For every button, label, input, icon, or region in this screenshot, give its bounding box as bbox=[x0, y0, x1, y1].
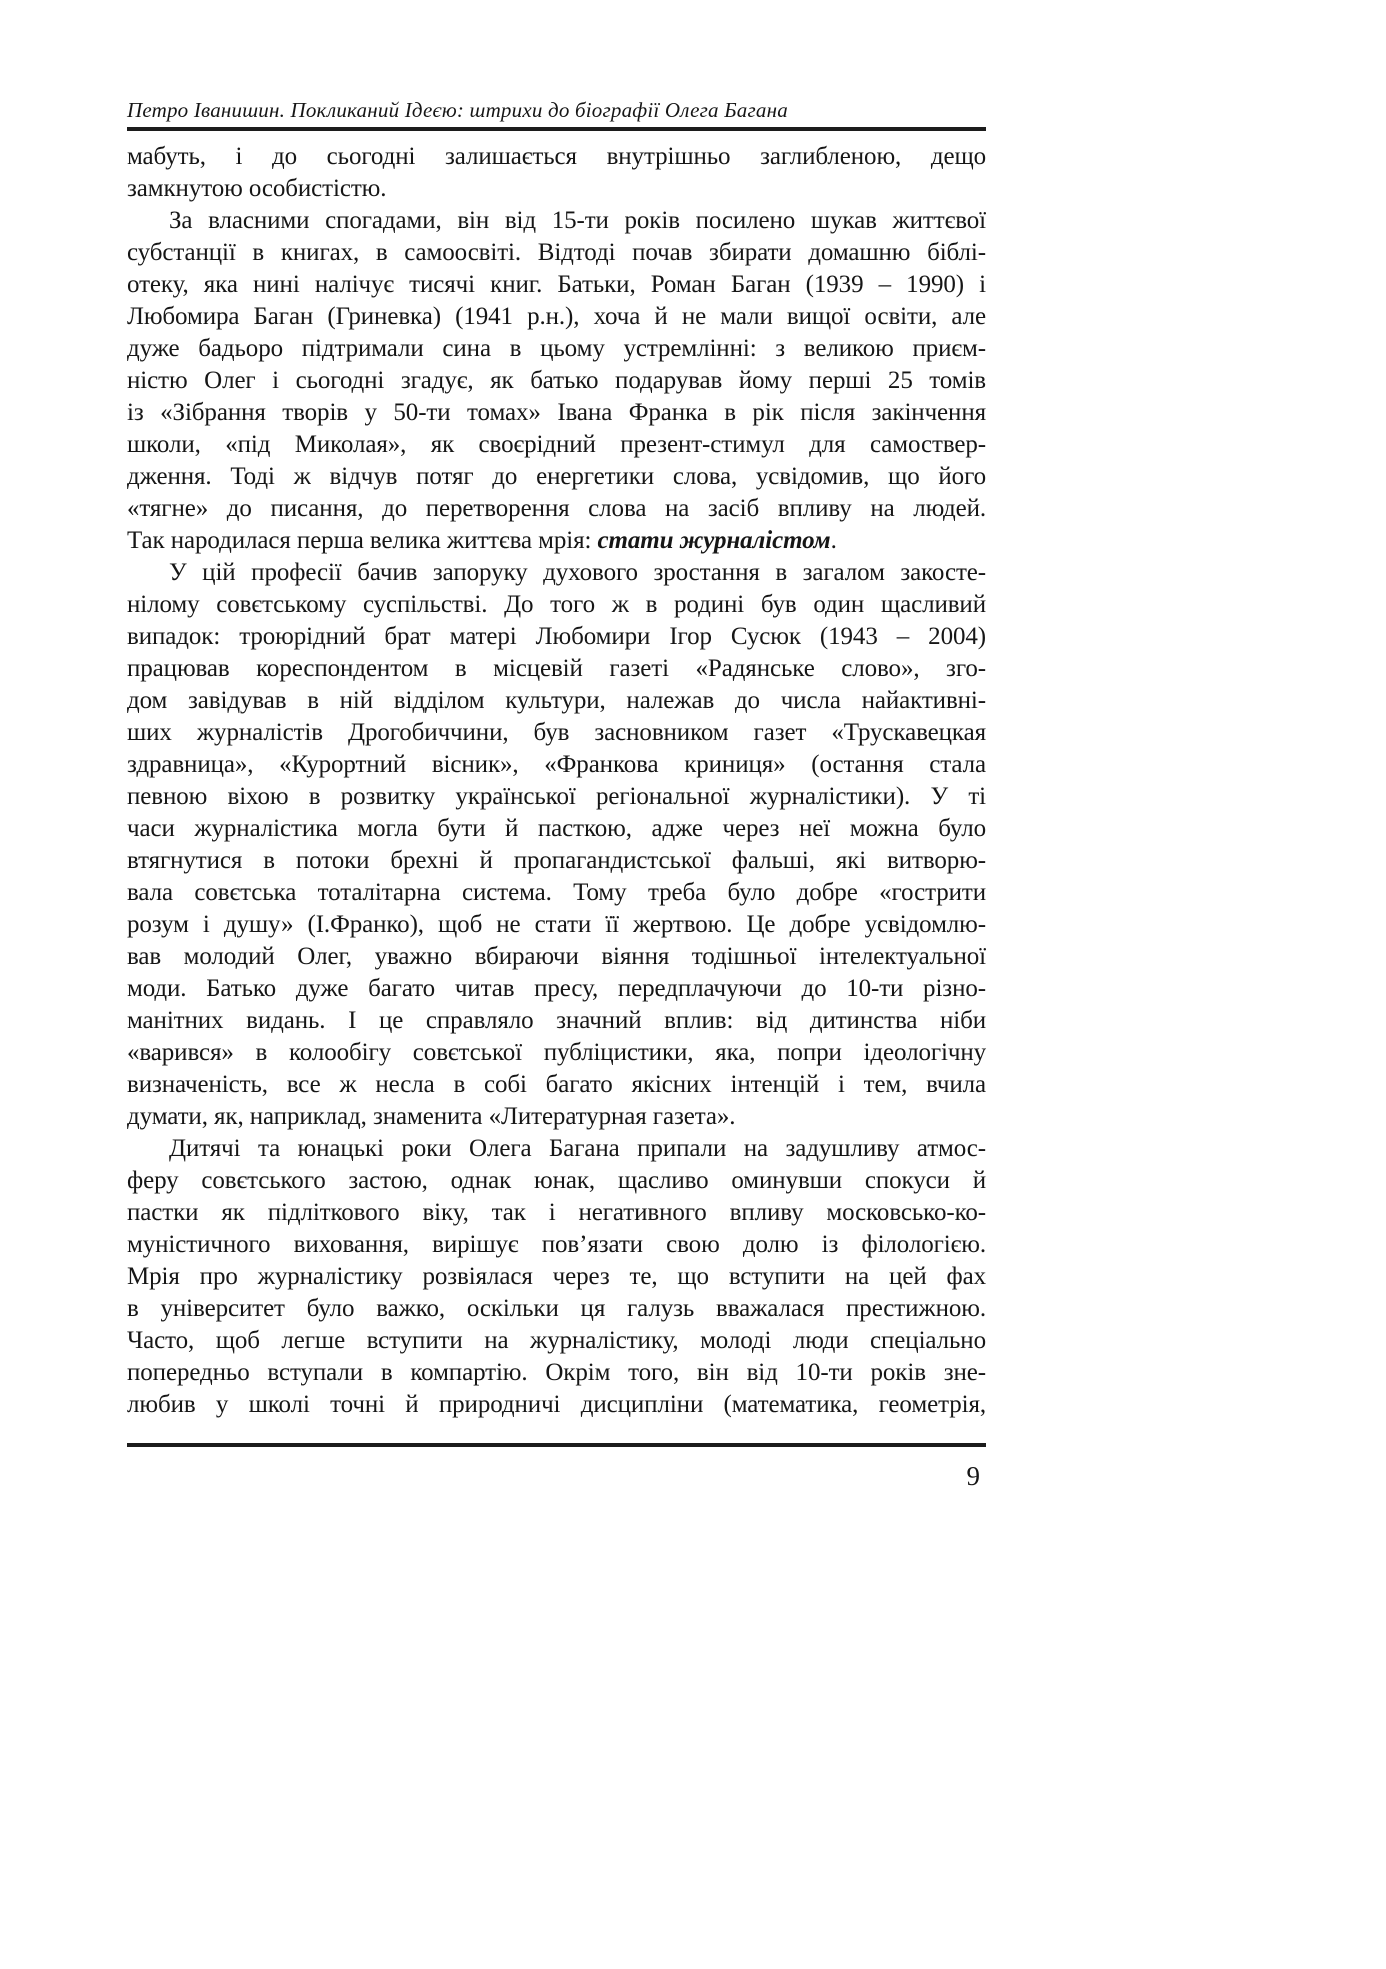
text-line bbox=[127, 269, 986, 301]
text-run: У цій професії бачив запоруку духового зростання в загалом закосте- bbox=[169, 559, 986, 586]
text-run: муністичного виховання, вирішує пов’язати свою долю із філологією. bbox=[127, 1231, 986, 1258]
paragraph bbox=[127, 205, 986, 557]
text-line bbox=[127, 1389, 986, 1421]
text-line bbox=[127, 493, 986, 525]
text-run: ших журналістів Дрогобиччини, був засновником газет «Трускавецкая bbox=[127, 719, 986, 746]
text-run: мабуть, і до сьогодні залишається внутрішньо заглибленою, дещо bbox=[127, 143, 986, 170]
text-line bbox=[127, 1293, 986, 1325]
text-line bbox=[127, 1229, 986, 1261]
page-number: 9 bbox=[966, 1461, 980, 1491]
text-run: ністю Олег і сьогодні згадує, як батько подарував йому перші 25 томів bbox=[127, 367, 986, 394]
text-run: моди. Батько дуже багато читав пресу, передплачуючи до 10-ти різно- bbox=[127, 975, 986, 1002]
text-line bbox=[127, 1101, 986, 1133]
emphasis-phrase: стати журналістом bbox=[597, 527, 831, 554]
text-run: вала совєтська тоталітарна система. Тому треба було добре «гострити bbox=[127, 879, 986, 906]
text-run: визначеність, все ж несла в собі багато якісних інтенцій і тем, вчила bbox=[127, 1071, 986, 1098]
text-line bbox=[127, 717, 986, 749]
text-run: із «Зібрання творів у 50-ти томах» Івана Франка в рік після закінчення bbox=[127, 399, 986, 426]
text-run: розум і душу» (І.Франко), щоб не стати її жертвою. Це добре усвідомлю- bbox=[127, 911, 986, 938]
text-line bbox=[127, 461, 986, 493]
text-run: часи журналістика могла бути й пасткою, адже через неї можна було bbox=[127, 815, 986, 842]
text-run: манітних видань. І це справляло значний вплив: від дитинства ніби bbox=[127, 1007, 986, 1034]
text-run: Дитячі та юнацькі роки Олега Багана припали на задушливу атмос- bbox=[169, 1135, 986, 1162]
text-run: Мрія про журналістику розвіялася через те, що вступити на цей фах bbox=[127, 1263, 986, 1290]
text-run: «варився» в колообігу совєтської публіцистики, яка, попри ідеологічну bbox=[127, 1039, 986, 1066]
text-run: замкнутою особистістю. bbox=[127, 175, 387, 202]
text-line bbox=[127, 1165, 986, 1197]
paragraph bbox=[127, 141, 986, 205]
paragraph bbox=[127, 1133, 986, 1421]
text-line bbox=[127, 589, 986, 621]
text-line bbox=[127, 1357, 986, 1389]
text-run: школи, «під Миколая», як своєрідний презент-стимул для самоствер- bbox=[127, 431, 986, 458]
text-run: певною віхою в розвитку української регіональної журналістики). У ті bbox=[127, 783, 986, 810]
header-rule bbox=[127, 127, 986, 131]
text-line bbox=[127, 1069, 986, 1101]
text-run: нілому совєтському суспільстві. До того ж в родині був один щасливий bbox=[127, 591, 986, 618]
text-line bbox=[127, 205, 986, 237]
text-line bbox=[127, 525, 986, 557]
text-run: любив у школі точні й природничі дисципліни (математика, геометрія, bbox=[127, 1391, 986, 1418]
text-line bbox=[127, 877, 986, 909]
text-run: Так народилася перша велика життєва мрія: bbox=[127, 527, 598, 554]
text-run: здравница», «Курортний вісник», «Франкова криниця» (остання стала bbox=[127, 751, 986, 778]
text-run: субстанції в книгах, в самоосвіті. Відтоді почав збирати домашню біблі- bbox=[127, 239, 986, 266]
page-body bbox=[127, 141, 986, 1421]
text-line bbox=[127, 941, 986, 973]
text-run: дом завідував в ній відділом культури, належав до числа найактивні- bbox=[127, 687, 986, 714]
running-header: Петро Іванишин. Покликаний Ідеєю: штрихи до біографії Олега Багана bbox=[127, 98, 788, 122]
text-line bbox=[127, 845, 986, 877]
text-line bbox=[127, 813, 986, 845]
text-line bbox=[127, 1005, 986, 1037]
text-line bbox=[127, 141, 986, 173]
text-line bbox=[127, 1037, 986, 1069]
text-run: . bbox=[830, 527, 837, 554]
text-run: вав молодий Олег, уважно вбираючи віяння тодішньої інтелектуальної bbox=[127, 943, 986, 970]
text-line bbox=[127, 909, 986, 941]
text-run: дження. Тоді ж відчув потяг до енергетики слова, усвідомив, що його bbox=[127, 463, 986, 490]
footer-rule bbox=[127, 1443, 986, 1447]
text-line bbox=[127, 1197, 986, 1229]
text-run: дуже бадьоро підтримали сина в цьому устремлінні: з великою приєм- bbox=[127, 335, 986, 362]
text-run: За власними спогадами, він від 15-ти років посилено шукав життєвої bbox=[169, 207, 986, 234]
text-line bbox=[127, 973, 986, 1005]
text-line bbox=[127, 333, 986, 365]
text-line bbox=[127, 621, 986, 653]
text-line bbox=[127, 1133, 986, 1165]
text-line bbox=[127, 1261, 986, 1293]
text-line bbox=[127, 557, 986, 589]
text-line bbox=[127, 749, 986, 781]
text-line bbox=[127, 237, 986, 269]
text-line bbox=[127, 301, 986, 333]
text-run: Любомира Баган (Гриневка) (1941 р.н.), хоча й не мали вищої освіти, але bbox=[127, 303, 986, 330]
text-line bbox=[127, 365, 986, 397]
text-run: Часто, щоб легше вступити на журналістику, молоді люди спеціально bbox=[127, 1327, 986, 1354]
text-run: в університет було важко, оскільки ця галузь вважалася престижною. bbox=[127, 1295, 986, 1322]
text-line bbox=[127, 397, 986, 429]
text-line bbox=[127, 173, 986, 205]
text-run: працював кореспондентом в місцевій газеті «Радянське слово», зго- bbox=[127, 655, 986, 682]
text-run: думати, як, наприклад, знаменита «Литературная газета». bbox=[127, 1103, 736, 1130]
page-header bbox=[127, 98, 986, 131]
text-line bbox=[127, 653, 986, 685]
page-footer bbox=[127, 1443, 986, 1491]
text-line bbox=[127, 429, 986, 461]
text-run: пастки як підліткового віку, так і негативного впливу московсько-ко- bbox=[127, 1199, 986, 1226]
text-run: отеку, яка нині налічує тисячі книг. Батьки, Роман Баган (1939 – 1990) і bbox=[127, 271, 986, 298]
text-run: феру совєтського застою, однак юнак, щасливо оминувши спокуси й bbox=[127, 1167, 986, 1194]
text-line bbox=[127, 781, 986, 813]
text-line bbox=[127, 685, 986, 717]
text-run: «тягне» до писання, до перетворення слова на засіб впливу на людей. bbox=[127, 495, 986, 522]
text-run: попередньо вступали в компартію. Окрім того, він від 10-ти років зне- bbox=[127, 1359, 986, 1386]
text-line bbox=[127, 1325, 986, 1357]
text-run: випадок: троюрідний брат матері Любомири Ігор Сусюк (1943 – 2004) bbox=[127, 623, 986, 650]
text-run: втягнутися в потоки брехні й пропагандистської фальші, які витворю- bbox=[127, 847, 986, 874]
paragraph bbox=[127, 557, 986, 1133]
